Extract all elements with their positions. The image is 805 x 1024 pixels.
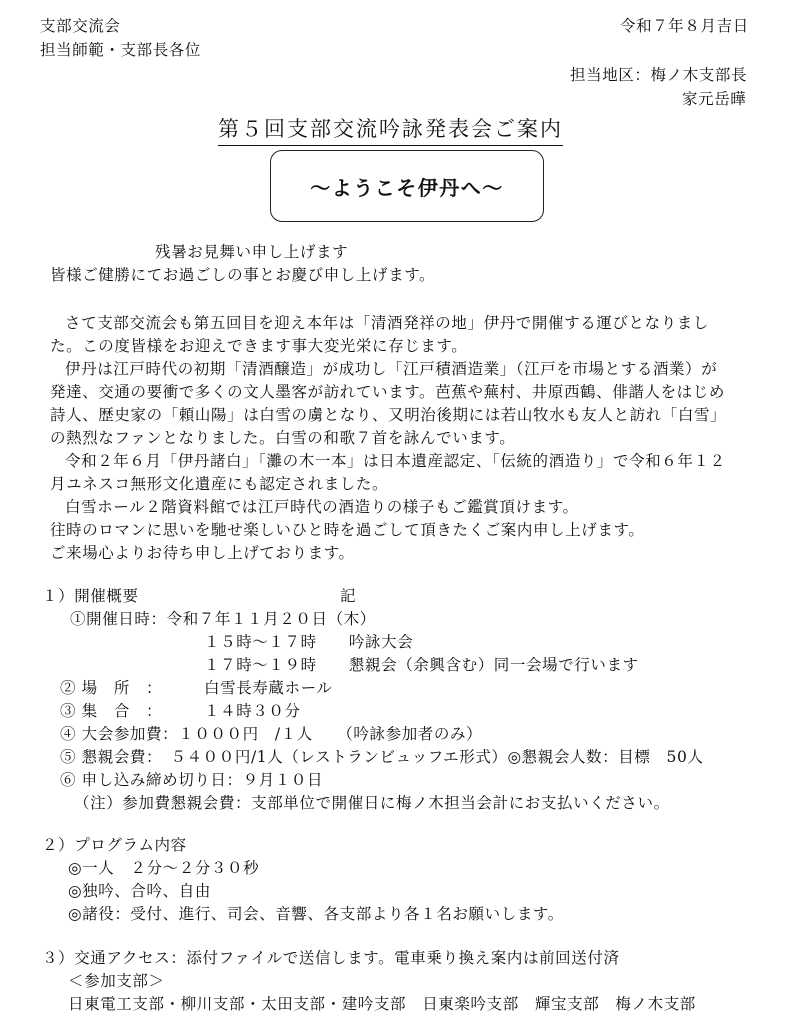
event-date: ①開催日時：令和７年１１月２０日（木） — [70, 610, 376, 628]
body-line: さて支部交流会も第五回目を迎え本年は「清酒発祥の地」伊丹で開催する運びとなりまし — [65, 314, 710, 332]
time-slot-1: １５時～１７時 吟詠大会 — [204, 633, 414, 651]
body-line: 白雪ホール２階資料館では江戸時代の酒造りの様子もご鑑賞頂けます。 — [65, 498, 579, 516]
welcome-banner-text: ～ようこそ伊丹へ～ — [310, 175, 504, 200]
gather-label: ③ 集 合 ： — [60, 702, 163, 720]
greeting-line-2: 皆様ご健勝にてお過ごしの事とお慶び申し上げます。 — [50, 266, 436, 284]
program-item: ◎独吟、合吟、自由 — [68, 882, 211, 900]
body-line: 詩人、歴史家の「頼山陽」は白雪の虜となり、又明治後期には若山牧水も友人と訪れ「白雪」 — [50, 406, 727, 424]
issue-date: 令和７年８月吉日 — [620, 17, 749, 35]
body-line: 令和２年６月「伊丹諸白」「灘の木一本」は日本遺産認定、「伝統的酒造り」で令和６年１２ — [65, 452, 726, 470]
party-fee-line: ⑤ 懇親会費： ５４００円/1人（レストランビュッフエ形式）◎懇親会人数：目標 50人 — [60, 748, 704, 766]
program-item: ◎一人 ２分～２分３０秒 — [68, 859, 260, 877]
recipient-line-1: 支部交流会 — [40, 17, 121, 35]
fee-line: ④ 大会参加費：１０００円 /１人 （吟詠参加者のみ） — [60, 725, 483, 743]
recipient-line-2: 担当師範・支部長各位 — [40, 41, 202, 59]
sender-line-2: 家元岳曄 — [682, 90, 747, 108]
venue-label: ② 場 所 ： — [60, 679, 163, 697]
body-line: 発達、交通の要衝で多くの文人墨客が訪れています。芭蕉や蕪村、井原西鶴、俳諧人をはじめ — [50, 383, 725, 401]
section-2-heading: ２）プログラム内容 — [42, 836, 187, 854]
body-line: 往時のロマンに思いを馳せ楽しいひと時を過ごして頂きたくご案内申し上げます。 — [50, 521, 645, 539]
body-line: 月ユネスコ無形文化遺産にも認定されました。 — [50, 475, 389, 493]
payment-note: （注）参加費懇親会費：支部単位で開催日に梅ノ木担当会計にお支払いください。 — [74, 794, 670, 812]
greeting-line-1: 残暑お見舞い申し上げます — [155, 243, 349, 261]
participants-label: ＜参加支部＞ — [68, 972, 165, 990]
section-3-heading: ３）交通アクセス：添付ファイルで送信します。電車乗り換え案内は前回送付済 — [42, 949, 620, 967]
document-title: 第５回支部交流吟詠発表会ご案内 — [218, 113, 563, 146]
gather-value: １４時３０分 — [204, 702, 301, 720]
welcome-banner — [270, 150, 544, 222]
sender-line-1: 担当地区：梅ノ木支部長 — [570, 66, 748, 84]
venue-value: 白雪長寿蔵ホール — [204, 679, 333, 697]
body-line: の熱烈なファンとなりました。白雪の和歌７首を詠んでいます。 — [50, 429, 516, 447]
body-line: ご来場心よりお待ち申し上げております。 — [50, 544, 355, 562]
body-line: た。この度皆様をお迎えできます事大変光栄に存じます。 — [50, 337, 468, 355]
program-item: ◎諸役：受付、進行、司会、音響、各支部より各１名お願いします。 — [68, 905, 564, 923]
participants-list: 日東電工支部・柳川支部・太田支部・建吟支部 日東楽吟支部 輝宝支部 梅ノ木支部 — [68, 995, 696, 1013]
section-1-heading: １）開催概要 — [42, 587, 139, 605]
time-slot-2: １７時～１９時 懇親会（余興含む）同一会場で行います — [204, 656, 639, 674]
body-line: 伊丹は江戸時代の初期「清酒醸造」が成功し「江戸積酒造業」（江戸を市場とする酒業）が — [65, 360, 718, 378]
ki-mark: 記 — [340, 587, 357, 605]
deadline-line: ⑥ 申し込み締め切り日：９月１０日 — [60, 771, 324, 789]
